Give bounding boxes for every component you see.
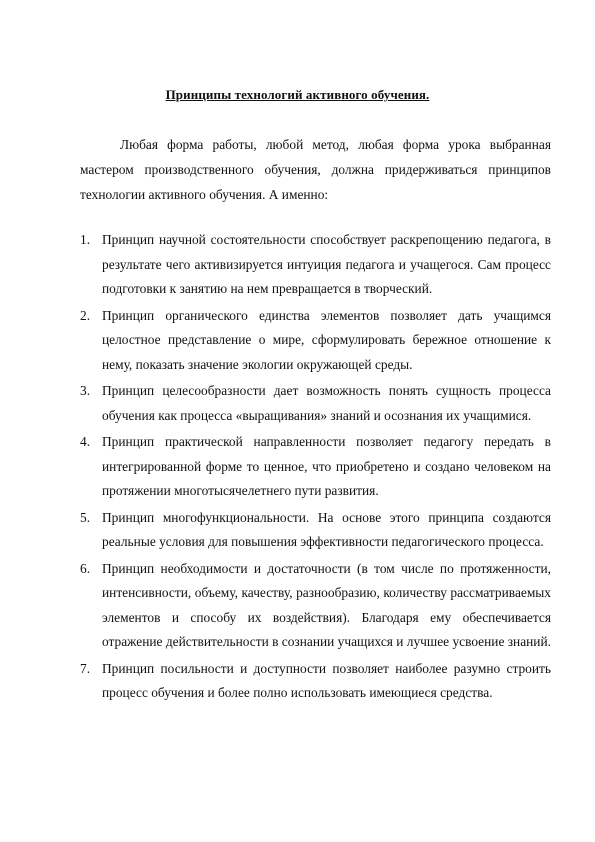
list-item-number: 1. xyxy=(80,232,91,247)
list-item-text: Принцип практической направленности позволяет педагогу передать в интегрированной форме то ценное, что приобретено и создано человеком на протяжении многотысячелетнего пути развития. xyxy=(102,434,551,498)
list-item-text: Принцип целесообразности дает возможность понять сущность процесса обучения как процесса «выращивания» знаний и осознания их учащимися. xyxy=(102,383,551,423)
list-item xyxy=(80,506,551,555)
list-item xyxy=(80,557,551,655)
list-item-text: Принцип необходимости и достаточности (в том числе по протяженности, интенсивности, объему, качеству, разнообразию, количеству рассматриваемых элементов и способу их воздействия). Благодаря ему обеспечивается отражение действительности в сознании учащихся и лучшее усвоение знаний. xyxy=(102,560,551,649)
list-item xyxy=(80,379,551,428)
list-item-number: 7. xyxy=(80,660,91,676)
list-item xyxy=(80,228,551,302)
principles-list xyxy=(80,228,551,708)
list-item-number: 5. xyxy=(80,509,91,525)
list-item-text: Принцип научной состоятельности способствует раскрепощению педагога, в результате чего активизируется интуиция педагога и учащегося. Сам процесс подготовки к занятию на нем превращается в творческий. xyxy=(102,232,551,296)
list-item-number: 6. xyxy=(80,560,91,576)
document-title: Принципы технологий активного обучения. xyxy=(165,87,430,102)
list-item-text: Принцип многофункциональности. На основе этого принципа создаются реальные условия для повышения эффективности педагогического процесса. xyxy=(102,509,551,549)
intro-paragraph: Любая форма работы, любой метод, любая форма урока выбранная мастером производственного обучения, должна придерживаться принципов технологии активного обучения. А именно: xyxy=(80,137,551,202)
list-item-text: Принцип посильности и доступности позволяет наиболее разумно строить процесс обучения и более полно использовать имеющиеся средства. xyxy=(102,660,551,700)
list-item xyxy=(80,304,551,378)
list-item xyxy=(80,430,551,504)
list-item-number: 4. xyxy=(80,434,91,449)
list-item-number: 3. xyxy=(80,383,91,398)
list-item-number: 2. xyxy=(80,307,91,323)
list-item-text: Принцип органического единства элементов позволяет дать учащимся целостное представление о мире, сформулировать бережное отношение к нему, показать значение экологии окружающей среды. xyxy=(102,307,551,372)
list-item xyxy=(80,657,551,706)
